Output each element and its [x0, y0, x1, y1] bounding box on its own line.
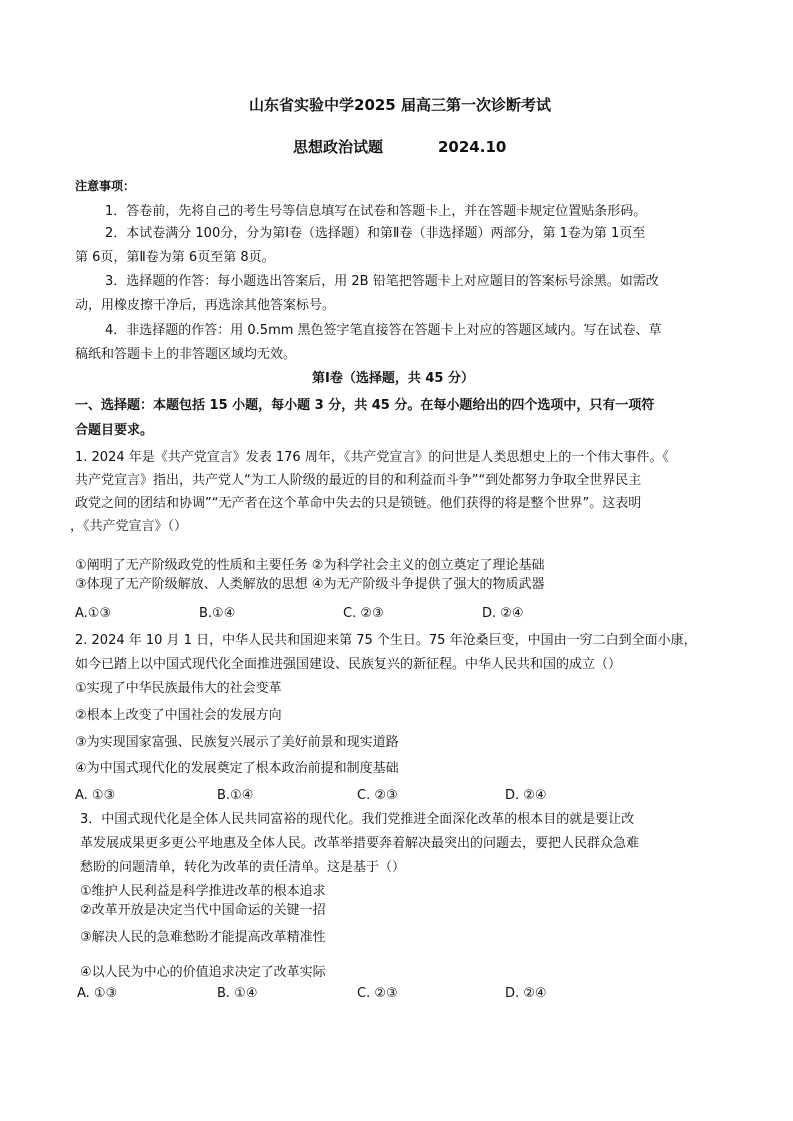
question-3-stem: 革发展成果更多更公平地惠及全体人民。改革举措要奔着解决最突出的问题去，要把人民群众急难 — [80, 836, 640, 851]
option-b: B.①④ — [217, 788, 254, 803]
option-c: C. ②③ — [343, 606, 384, 621]
option-b: B. ①④ — [217, 986, 258, 1001]
notice-line: 2．本试卷满分 100分，分为第Ⅰ卷（选择题）和第Ⅱ卷（非选择题）两部分，第 1卷为第 1页至 — [105, 226, 646, 241]
exam-title: 山东省实验中学2025 届高三第一次诊断考试 — [249, 96, 551, 114]
part1-heading: 第Ⅰ卷（选择题，共 45 分） — [312, 371, 474, 386]
part1-instructions: 合题目要求。 — [75, 423, 154, 438]
question-2-stem: 2. 2024 年 10 月 1 日，中华人民共和国迎来第 75 个生日。75 年沧桑巨变，中国由一穷二白到全面小康， — [75, 633, 697, 648]
question-2-item: ①实现了中华民族最伟大的社会变革 — [75, 681, 282, 696]
subject-title: 思想政治试题 — [293, 138, 384, 156]
notice-line: 4．非选择题的作答：用 0.5mm 黑色签字笔直接答在答题卡上对应的答题区域内。写在试卷、草 — [105, 323, 662, 338]
question-2-stem: 如今已踏上以中国式现代化全面推进强国建设、民族复兴的新征程。中华人民共和国的成立（） — [75, 657, 622, 672]
option-a: A.①③ — [75, 606, 112, 621]
notice-line: 1．答卷前，先将自己的考生号等信息填写在试卷和答题卡上，并在答题卡规定位置贴条形码。 — [105, 204, 647, 219]
option-c: C. ②③ — [357, 788, 398, 803]
question-1-item: ③体现了无产阶级解放、人类解放的思想 ④为无产阶级斗争提供了强大的物质武器 — [75, 577, 545, 592]
question-1-stem: 共产党宣言》指出，共产党人“为工人阶级的最近的目的和利益而斗争”“到处都努力争取全世界民主 — [75, 473, 642, 488]
option-b: B.①④ — [199, 606, 236, 621]
option-c: C. ②③ — [357, 986, 398, 1001]
notice-line: 3．选择题的作答：每小题选出答案后，用 2B 铅笔把答题卡上对应题目的答案标号涂黑。如需改 — [105, 274, 659, 289]
exam-date: 2024.10 — [438, 138, 507, 156]
option-a: A. ①③ — [75, 788, 116, 803]
question-1-item: ①阐明了无产阶级政党的性质和主要任务 ②为科学社会主义的创立奠定了理论基础 — [75, 558, 545, 573]
question-3-stem: 3．中国式现代化是全体人民共同富裕的现代化。我们党推进全面深化改革的根本目的就是要让改 — [80, 812, 635, 827]
question-1-stem: ，《共产党宣言》（） — [70, 519, 188, 534]
question-3-item: ④以人民为中心的价值追求决定了改革实际 — [80, 965, 326, 980]
option-d: D. ②④ — [505, 788, 547, 803]
option-a: A. ①③ — [77, 986, 118, 1001]
notice-heading: 注意事项： — [75, 179, 136, 193]
question-3-item: ③解决人民的急难愁盼才能提高改革精准性 — [80, 930, 326, 945]
question-3-stem: 愁盼的问题清单，转化为改革的责任清单。这是基于（） — [80, 860, 406, 875]
part1-instructions: 一、选择题：本题包括 15 小题，每小题 3 分，共 45 分。在每小题给出的四个选项中，只有一项符 — [75, 398, 655, 413]
question-2-item: ③为实现国家富强、民族复兴展示了美好前景和现实道路 — [75, 735, 399, 750]
notice-line: 第 6页，第Ⅱ卷为第 6页至第 8页。 — [75, 250, 275, 265]
question-1-stem: 政党之间的团结和协调”“无产者在这个革命中失去的只是锁链。他们获得的将是整个世界”。这表明 — [75, 496, 642, 511]
question-3-item: ①维护人民利益是科学推进改革的根本追求 — [80, 884, 326, 899]
question-3-item: ②改革开放是决定当代中国命运的关键一招 — [80, 903, 326, 918]
notice-line: 动，用橡皮擦干净后，再选涂其他答案标号。 — [75, 298, 336, 313]
option-d: D. ②④ — [482, 606, 524, 621]
question-1-stem: 1. 2024 年是《共产党宣言》发表 176 周年，《共产党宣言》的问世是人类思想史上的一个伟大事件。《 — [75, 450, 669, 465]
option-d: D. ②④ — [505, 986, 547, 1001]
question-2-item: ④为中国式现代化的发展奠定了根本政治前提和制度基础 — [75, 761, 399, 776]
notice-line: 稿纸和答题卡上的非答题区域均无效。 — [75, 347, 297, 362]
question-2-item: ②根本上改变了中国社会的发展方向 — [75, 708, 282, 723]
